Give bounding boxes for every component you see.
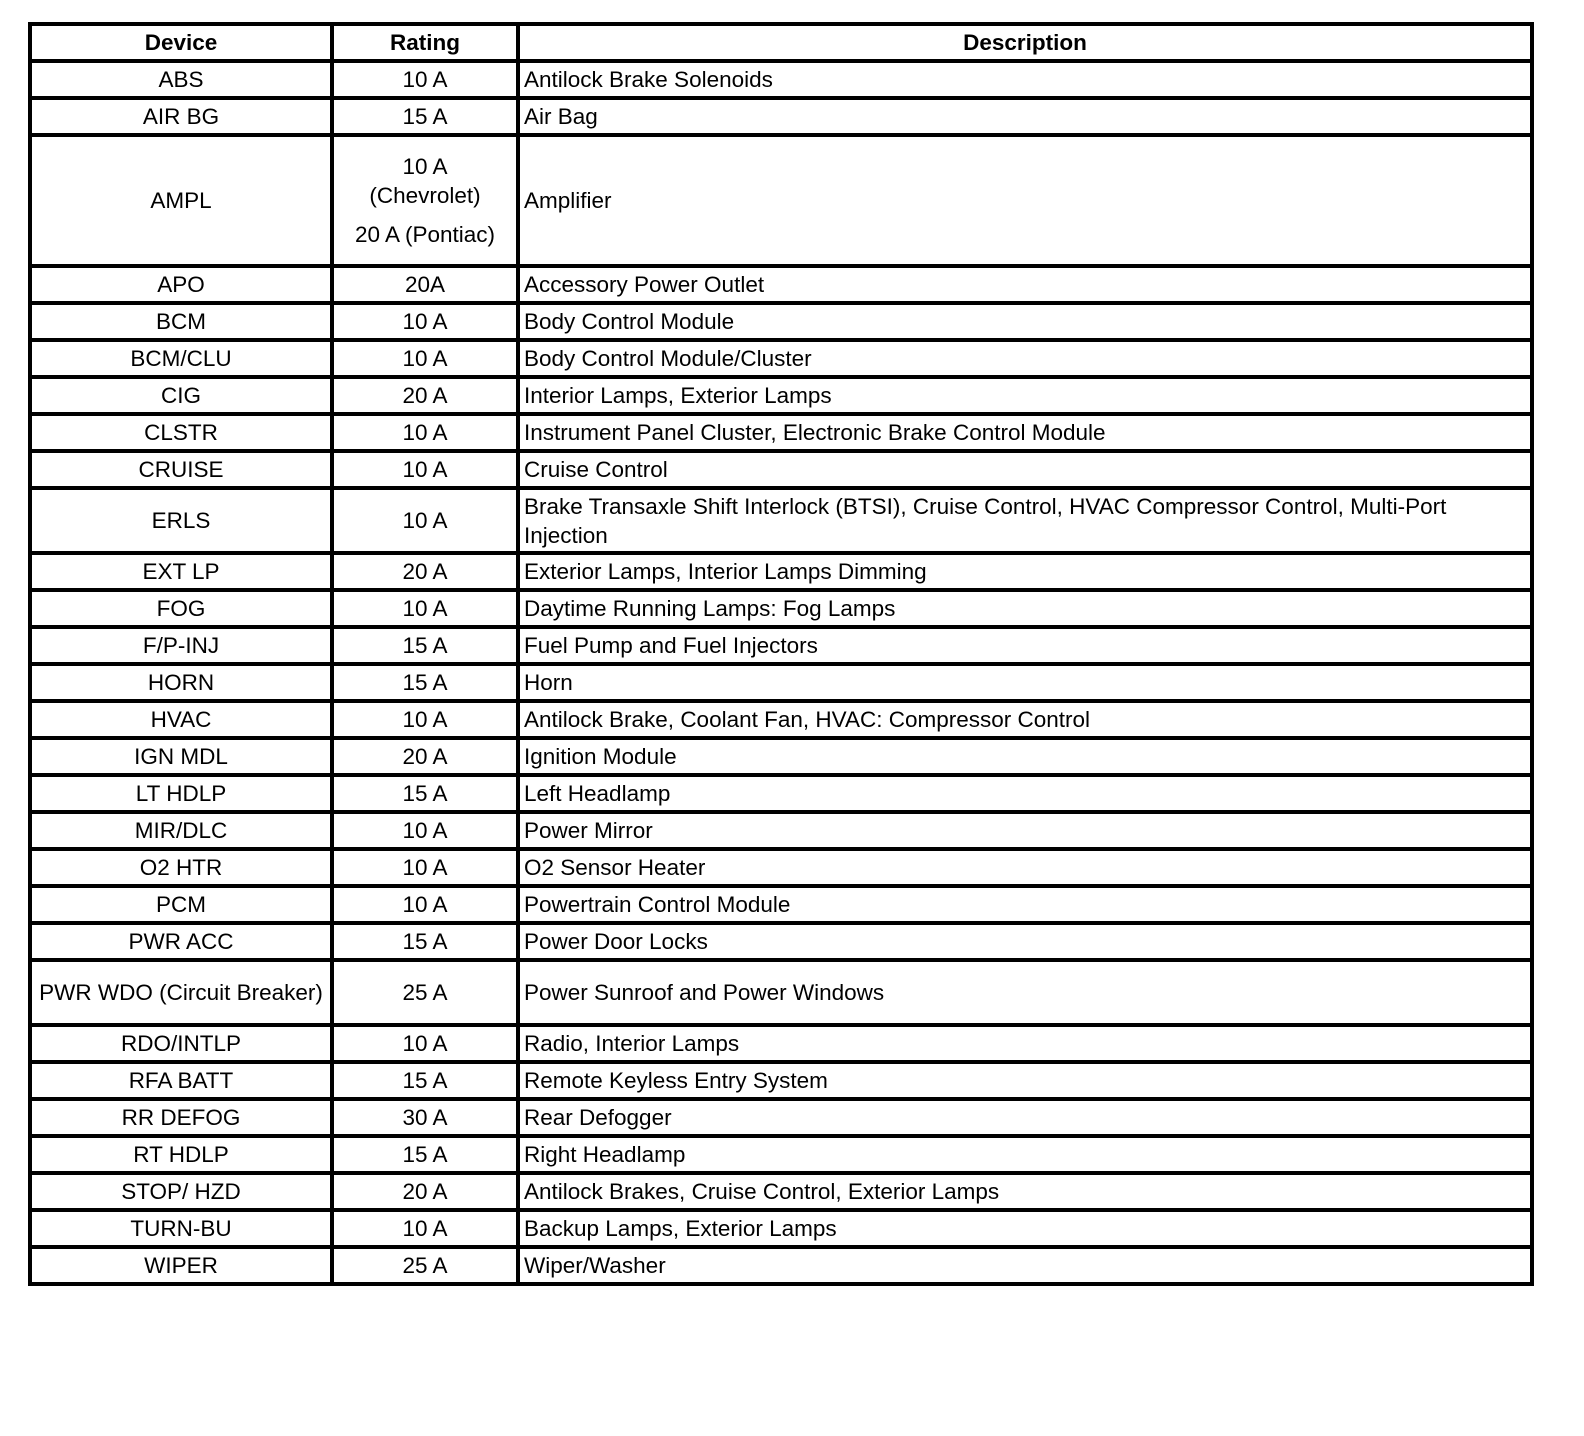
table-row (30, 886, 1532, 923)
description-cell: Instrument Panel Cluster, Electronic Brake Control Module (518, 414, 1532, 451)
rating-cell: 15 A (332, 627, 518, 664)
rating-cell: 20 A (332, 738, 518, 775)
device-cell: RFA BATT (30, 1062, 332, 1099)
rating-cell: 15 A (332, 98, 518, 135)
rating-cell: 10 A (332, 1025, 518, 1062)
device-cell: O2 HTR (30, 849, 332, 886)
table-row (30, 1062, 1532, 1099)
rating-cell: 10 A (332, 414, 518, 451)
description-cell: Power Sunroof and Power Windows (518, 960, 1532, 1025)
description-cell: Left Headlamp (518, 775, 1532, 812)
table-body (30, 61, 1532, 1284)
description-cell: Amplifier (518, 135, 1532, 266)
device-cell: PWR WDO (Circuit Breaker) (30, 960, 332, 1025)
description-cell: Power Door Locks (518, 923, 1532, 960)
table-row (30, 377, 1532, 414)
rating-cell: 20 A (332, 377, 518, 414)
description-cell: Wiper/Washer (518, 1247, 1532, 1284)
rating-cell: 20 A (332, 1173, 518, 1210)
device-cell: EXT LP (30, 553, 332, 590)
table-row (30, 488, 1532, 553)
table-row (30, 960, 1532, 1025)
device-cell: BCM (30, 303, 332, 340)
table-row (30, 1136, 1532, 1173)
table-row (30, 414, 1532, 451)
fuse-table (28, 22, 1534, 1286)
header-description: Description (518, 24, 1532, 61)
device-cell: CLSTR (30, 414, 332, 451)
device-cell: F/P-INJ (30, 627, 332, 664)
rating-cell: 20A (332, 266, 518, 303)
rating-cell: 15 A (332, 775, 518, 812)
header-row (30, 24, 1532, 61)
table-row (30, 266, 1532, 303)
device-cell: TURN-BU (30, 1210, 332, 1247)
description-cell: Body Control Module/Cluster (518, 340, 1532, 377)
device-cell: PCM (30, 886, 332, 923)
rating-cell: 10 A (332, 1210, 518, 1247)
table-row (30, 701, 1532, 738)
device-cell: ABS (30, 61, 332, 98)
rating-cell: 10 A (332, 488, 518, 553)
device-cell: ERLS (30, 488, 332, 553)
table-row (30, 340, 1532, 377)
table-row (30, 923, 1532, 960)
rating-cell: 10 A (332, 303, 518, 340)
device-cell: CRUISE (30, 451, 332, 488)
device-cell: AMPL (30, 135, 332, 266)
device-cell: RR DEFOG (30, 1099, 332, 1136)
table-row (30, 627, 1532, 664)
header-rating: Rating (332, 24, 518, 61)
table-row (30, 553, 1532, 590)
table-row (30, 590, 1532, 627)
table-row (30, 451, 1532, 488)
description-cell: Antilock Brake Solenoids (518, 61, 1532, 98)
table-row (30, 1173, 1532, 1210)
description-cell: Ignition Module (518, 738, 1532, 775)
rating-cell: 10 A (332, 340, 518, 377)
device-cell: STOP/ HZD (30, 1173, 332, 1210)
table-row (30, 1210, 1532, 1247)
table-row (30, 812, 1532, 849)
rating-cell: 20 A (332, 553, 518, 590)
table-row (30, 1025, 1532, 1062)
table-row (30, 775, 1532, 812)
rating-cell: 10 A (332, 701, 518, 738)
description-cell: Antilock Brakes, Cruise Control, Exterior Lamps (518, 1173, 1532, 1210)
device-cell: WIPER (30, 1247, 332, 1284)
description-cell: Daytime Running Lamps: Fog Lamps (518, 590, 1532, 627)
description-cell: Air Bag (518, 98, 1532, 135)
description-cell: Remote Keyless Entry System (518, 1062, 1532, 1099)
rating-cell: 30 A (332, 1099, 518, 1136)
description-cell: Body Control Module (518, 303, 1532, 340)
table-row (30, 664, 1532, 701)
rating-cell: 25 A (332, 960, 518, 1025)
rating-cell: 25 A (332, 1247, 518, 1284)
description-cell: O2 Sensor Heater (518, 849, 1532, 886)
table-row (30, 98, 1532, 135)
rating-cell: 15 A (332, 1136, 518, 1173)
device-cell: HORN (30, 664, 332, 701)
description-cell: Backup Lamps, Exterior Lamps (518, 1210, 1532, 1247)
device-cell: IGN MDL (30, 738, 332, 775)
description-cell: Antilock Brake, Coolant Fan, HVAC: Compressor Control (518, 701, 1532, 738)
table-row (30, 1247, 1532, 1284)
rating-cell: 10 A (332, 451, 518, 488)
rating-cell: 15 A (332, 1062, 518, 1099)
description-cell: Interior Lamps, Exterior Lamps (518, 377, 1532, 414)
description-cell: Accessory Power Outlet (518, 266, 1532, 303)
table-row (30, 1099, 1532, 1136)
device-cell: PWR ACC (30, 923, 332, 960)
rating-cell: 10 A (332, 590, 518, 627)
description-cell: Power Mirror (518, 812, 1532, 849)
rating-cell: 15 A (332, 664, 518, 701)
description-cell: Rear Defogger (518, 1099, 1532, 1136)
rating-line: 10 A (402, 154, 448, 179)
rating-cell: 10 A (332, 61, 518, 98)
device-cell: APO (30, 266, 332, 303)
device-cell: CIG (30, 377, 332, 414)
device-cell: HVAC (30, 701, 332, 738)
device-cell: MIR/DLC (30, 812, 332, 849)
description-cell: Exterior Lamps, Interior Lamps Dimming (518, 553, 1532, 590)
rating-line: (Chevrolet) (369, 183, 481, 208)
rating-cell: 10 A (332, 849, 518, 886)
device-cell: LT HDLP (30, 775, 332, 812)
table-header (30, 24, 1532, 61)
description-cell: Fuel Pump and Fuel Injectors (518, 627, 1532, 664)
description-cell: Right Headlamp (518, 1136, 1532, 1173)
rating-line: 20 A (Pontiac) (354, 222, 496, 247)
description-cell: Radio, Interior Lamps (518, 1025, 1532, 1062)
description-cell: Horn (518, 664, 1532, 701)
device-cell: RT HDLP (30, 1136, 332, 1173)
table-row (30, 303, 1532, 340)
description-cell: Cruise Control (518, 451, 1532, 488)
device-cell: BCM/CLU (30, 340, 332, 377)
rating-cell: 15 A (332, 923, 518, 960)
device-cell: FOG (30, 590, 332, 627)
rating-cell: 10 A (332, 812, 518, 849)
table-row (30, 61, 1532, 98)
rating-cell (332, 135, 518, 266)
description-cell: Powertrain Control Module (518, 886, 1532, 923)
description-cell: Brake Transaxle Shift Interlock (BTSI), Cruise Control, HVAC Compressor Control, Multi-Port Injection (518, 488, 1532, 553)
device-cell: RDO/INTLP (30, 1025, 332, 1062)
rating-gap (338, 210, 512, 220)
rating-cell: 10 A (332, 886, 518, 923)
device-cell: AIR BG (30, 98, 332, 135)
header-device: Device (30, 24, 332, 61)
table-row (30, 849, 1532, 886)
table-row (30, 738, 1532, 775)
table-row (30, 135, 1532, 266)
